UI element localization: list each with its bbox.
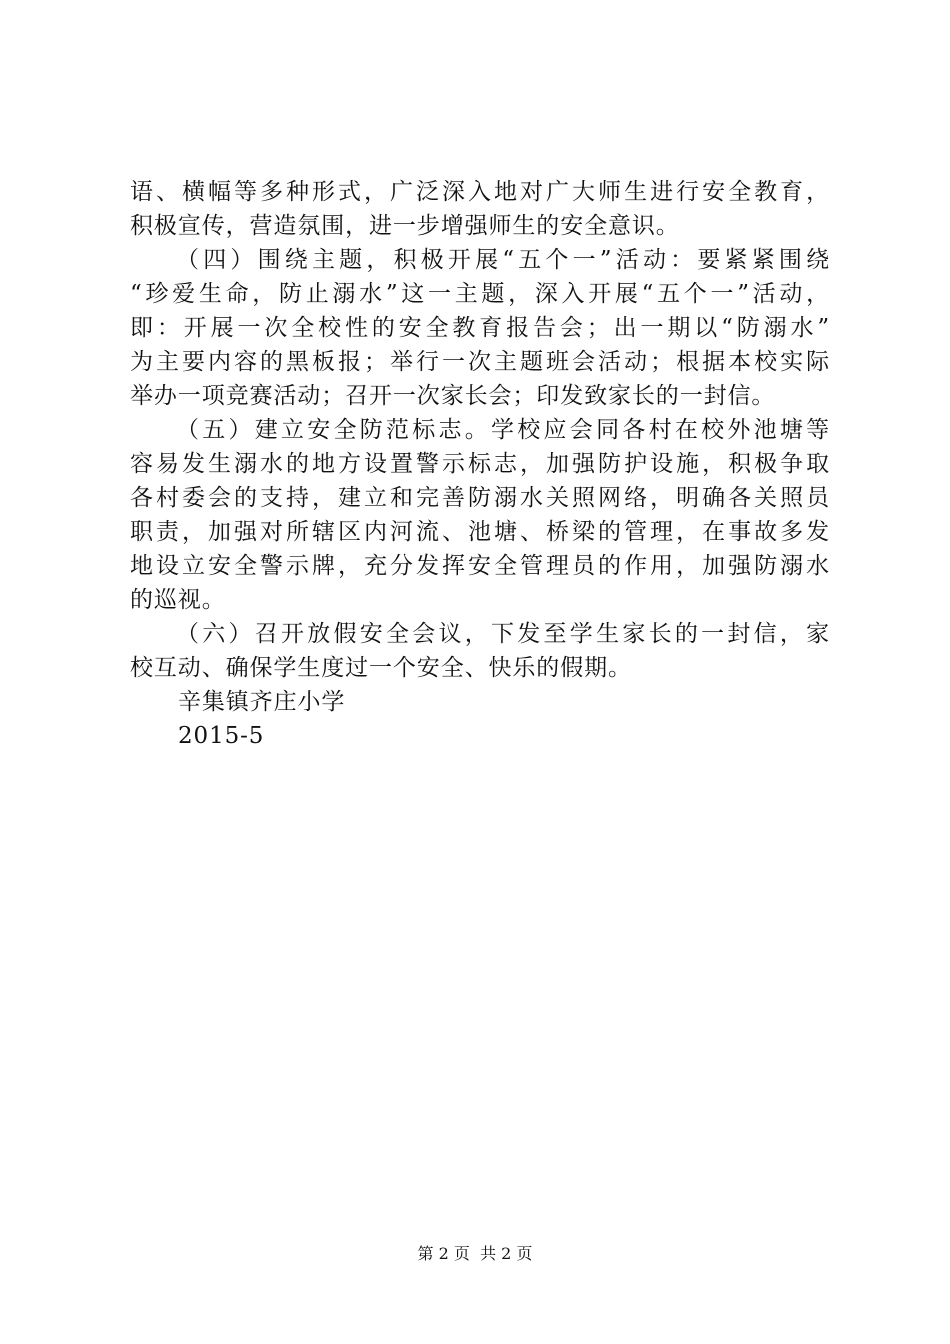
body-line: 举办一项竞赛活动；召开一次家长会；印发致家长的一封信。: [130, 383, 776, 409]
body-line: 地设立安全警示牌，充分发挥安全管理员的作用，加强防溺水: [130, 553, 830, 579]
body-line: 校互动、确保学生度过一个安全、快乐的假期。: [130, 655, 632, 681]
body-line: 职责，加强对所辖区内河流、池塘、桥梁的管理，在事故多发: [130, 519, 830, 545]
page-number: 第 2 页 共 2 页: [417, 1244, 533, 1263]
body-line: 的巡视。: [130, 587, 226, 613]
body-line: （四）围绕主题，积极开展“五个一”活动：要紧紧围绕: [176, 247, 830, 273]
body-line: （六）召开放假安全会议，下发至学生家长的一封信，家: [176, 621, 830, 647]
body-line: 积极宣传，营造氛围，进一步增强师生的安全意识。: [130, 213, 680, 239]
body-line: 各村委会的支持，建立和完善防溺水关照网络，明确各关照员: [130, 485, 830, 511]
signature-organization: 辛集镇齐庄小学: [178, 689, 346, 715]
body-line: 容易发生溺水的地方设置警示标志，加强防护设施，积极争取: [130, 451, 830, 477]
body-line: 语、横幅等多种形式，广泛深入地对广大师生进行安全教育，: [130, 179, 830, 205]
signature-date: 2015-5: [178, 723, 265, 749]
body-line: 为主要内容的黑板报；举行一次主题班会活动；根据本校实际: [130, 349, 830, 375]
body-line: 即：开展一次全校性的安全教育报告会；出一期以“防溺水”: [130, 315, 830, 341]
body-line: （五）建立安全防范标志。学校应会同各村在校外池塘等: [176, 417, 830, 443]
body-line: “珍爱生命，防止溺水”这一主题，深入开展“五个一”活动，: [130, 281, 830, 307]
